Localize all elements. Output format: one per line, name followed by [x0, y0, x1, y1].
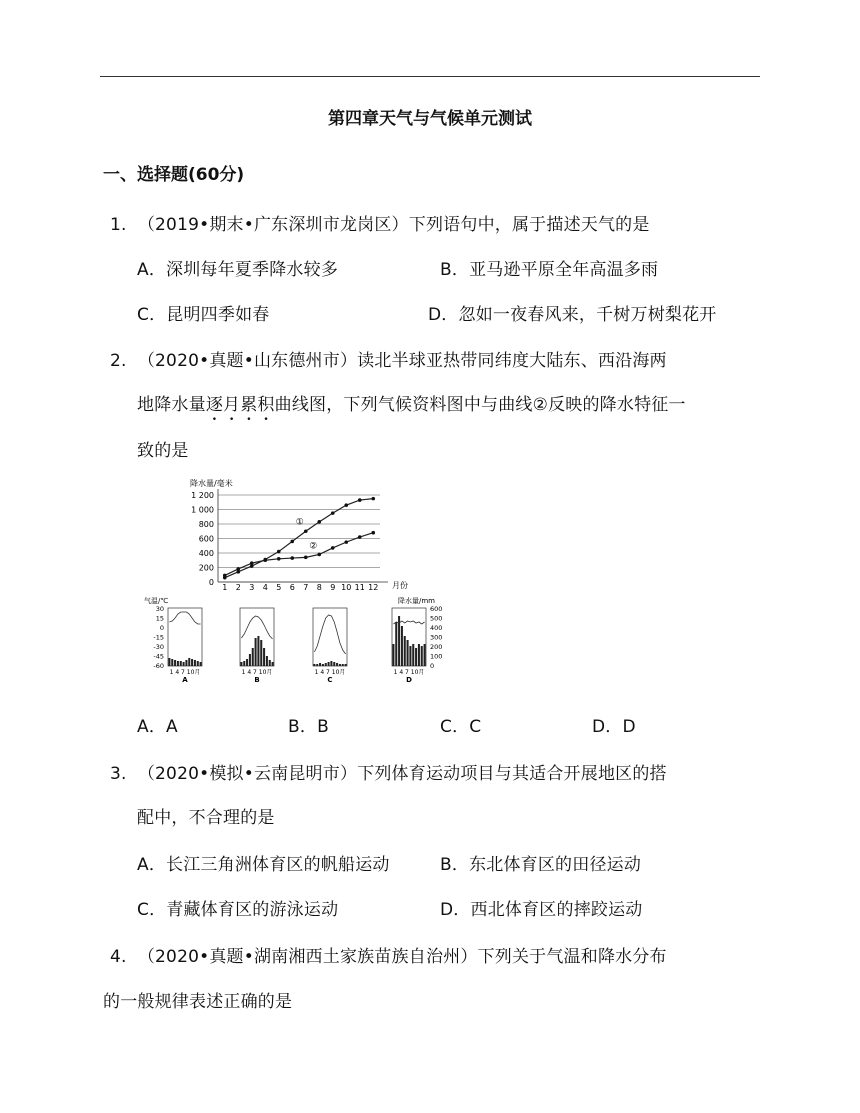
x-tick-label: 9: [330, 583, 336, 592]
q2-option-a: A．A: [137, 717, 178, 737]
data-point: [317, 520, 321, 524]
q1-source: （2019•期末•广东深圳市龙岗区）: [137, 215, 409, 235]
x-tick-label: 12: [368, 583, 379, 592]
panel-label: D: [406, 676, 412, 684]
precip-bar: [415, 648, 417, 666]
x-tick-label: 5: [276, 583, 282, 592]
page-title: 第四章天气与气候单元测试: [328, 109, 532, 129]
precip-bar: [313, 664, 315, 666]
temp-tick-label: -15: [153, 633, 164, 642]
q2-emphasis: 逐月累积: [205, 395, 275, 415]
q4-stem-1: （2020•真题•湖南湘西土家族苗族自治州）下列关于气温和降水分布: [137, 947, 667, 967]
precip-tick-label: 100: [430, 652, 443, 661]
data-point: [317, 553, 321, 557]
y-tick-label: 200: [198, 563, 214, 573]
precip-bar: [409, 646, 411, 666]
month-ticks: 1 4 7 10月: [393, 669, 425, 676]
cumulative-precip-chart: [190, 478, 408, 592]
data-point: [358, 535, 362, 539]
precip-bar: [319, 663, 321, 666]
top-rule: [100, 76, 760, 77]
data-point: [290, 556, 294, 560]
precip-bar: [188, 658, 190, 666]
precip-bar: [255, 638, 257, 666]
precip-tick-label: 0: [430, 662, 435, 670]
q4-number: 4.: [110, 947, 127, 967]
precip-bar: [200, 662, 202, 666]
q1-option-b: B．亚马逊平原全年高温多雨: [440, 260, 659, 280]
precip-bar: [197, 661, 199, 666]
precip-bar: [336, 663, 338, 666]
precip-bar: [177, 661, 179, 666]
precip-bar: [424, 644, 426, 666]
climate-figure: [140, 476, 450, 691]
q3-option-c: C．青藏体育区的游泳运动: [137, 900, 339, 920]
panel-label: C: [327, 676, 333, 684]
q2-option-d: D．D: [592, 717, 636, 737]
precip-bar: [339, 664, 341, 666]
data-point: [331, 546, 335, 550]
x-tick-label: 6: [289, 583, 295, 592]
q1-option-c: C．昆明四季如春: [137, 305, 270, 325]
data-point: [277, 550, 281, 554]
temp-tick-label: 15: [155, 614, 164, 623]
q3-line2: 配中，不合理的是: [137, 808, 275, 828]
precip-bar: [257, 636, 259, 666]
precip-tick-label: 400: [430, 624, 443, 632]
precip-bar: [174, 660, 176, 666]
temp-curve: [241, 616, 272, 639]
data-point: [263, 558, 267, 562]
q2-line2: [137, 390, 686, 425]
precip-bar: [404, 636, 406, 666]
x-tick-label: 3: [249, 583, 255, 592]
q1-option-d: D．忽如一夜春风来，千树万树梨花开: [428, 305, 717, 325]
q4-line2: 的一般规律表述正确的是: [103, 992, 293, 1012]
series-line-2: [225, 533, 374, 576]
temp-tick-label: 0: [159, 624, 164, 632]
q2-line1: [110, 346, 667, 371]
precip-bar: [418, 644, 420, 666]
precip-bar: [322, 664, 324, 666]
precip-bar: [191, 659, 193, 666]
temp-curve: [314, 615, 345, 654]
precip-tick-label: 300: [430, 633, 443, 642]
precip-bar: [398, 616, 400, 666]
q2-option-b: B．B: [288, 717, 329, 737]
y-tick-label: 400: [198, 549, 214, 558]
data-point: [358, 498, 362, 502]
q3-option-d: D．西北体育区的摔跤运动: [440, 900, 643, 920]
climate-panel-frame: [168, 608, 202, 666]
line-chart-ylabel: 降水量/毫米: [190, 479, 233, 488]
data-point: [290, 540, 294, 544]
precip-bar: [240, 662, 242, 666]
temp-curve: [169, 612, 200, 624]
precip-axis-label: 降水量/mm: [398, 597, 435, 605]
precip-bar: [412, 644, 414, 666]
q2-figure: [140, 476, 450, 691]
section-heading: 一、选择题(60分): [103, 165, 245, 185]
data-point: [304, 556, 308, 560]
precip-bar: [168, 658, 170, 666]
climate-panel-frame: [313, 608, 347, 666]
series-label: ①: [295, 517, 304, 528]
y-tick-label: 600: [198, 534, 214, 544]
precip-bar: [345, 664, 347, 666]
precip-bar: [249, 654, 251, 666]
q2-stem-2a: 地降水量: [137, 395, 206, 415]
precip-bar: [269, 660, 271, 666]
data-point: [277, 557, 281, 561]
data-point: [223, 574, 227, 578]
series-label: ②: [309, 541, 318, 552]
precip-bar: [395, 622, 397, 666]
precip-tick-label: 200: [430, 643, 443, 651]
data-point: [371, 531, 375, 535]
q3-line1: [110, 759, 667, 784]
precip-bar: [330, 661, 332, 666]
precip-bar: [243, 661, 245, 666]
precip-bar: [421, 646, 423, 666]
x-tick-label: 4: [262, 583, 268, 592]
x-tick-label: 1: [222, 583, 228, 592]
y-tick-label: 1 200: [191, 491, 214, 500]
q2-stem-2c: 曲线图，下列气候资料图中与曲线②反映的降水特征一: [274, 395, 686, 415]
q1-line: [110, 210, 650, 235]
precip-bar: [183, 662, 185, 666]
q2-option-c: C．C: [440, 717, 482, 737]
q3-option-a: A．长江三角洲体育区的帆船运动: [137, 855, 390, 875]
precip-bar: [325, 663, 327, 666]
panel-label: B: [254, 676, 260, 684]
precip-bar: [180, 661, 182, 666]
precip-bar: [171, 659, 173, 666]
panel-label: A: [182, 676, 188, 684]
month-ticks: 1 4 7 10月: [314, 669, 346, 676]
q1-stem: 下列语句中，属于描述天气的是: [408, 215, 650, 235]
q1-number: 1.: [110, 215, 127, 235]
data-point: [371, 497, 375, 501]
temp-axis-label: 气温/℃: [144, 597, 169, 605]
precip-bar: [316, 664, 318, 666]
data-point: [250, 561, 254, 565]
precip-bar: [401, 626, 403, 666]
y-tick-label: 800: [198, 520, 214, 529]
data-point: [344, 540, 348, 544]
q3-stem-1: （2020•模拟•云南昆明市）下列体育运动项目与其适合开展地区的搭: [137, 764, 667, 784]
y-tick-label: 0: [208, 578, 214, 587]
q2-number: 2.: [110, 351, 127, 371]
q2-stem-1: （2020•真题•山东德州市）读北半球亚热带同纬度大陆东、西沿海两: [137, 351, 667, 371]
q1-option-a: A．深圳每年夏季降水较多: [137, 260, 339, 280]
x-tick-label: 8: [316, 583, 322, 592]
precip-bar: [333, 662, 335, 666]
precip-bar: [260, 640, 262, 666]
x-tick-label: 11: [354, 583, 365, 592]
x-tick-label: 2: [235, 583, 241, 592]
month-ticks: 1 4 7 10月: [169, 669, 201, 676]
temp-tick-label: -45: [153, 652, 164, 661]
precip-bar: [263, 648, 265, 666]
data-point: [304, 529, 308, 533]
precip-bar: [407, 640, 409, 666]
x-tick-label: 10: [341, 583, 352, 592]
q3-number: 3.: [110, 764, 127, 784]
precip-bar: [266, 656, 268, 666]
temp-tick-label: 30: [155, 605, 164, 613]
line-chart-xlabel: 月份: [392, 581, 408, 590]
precip-bar: [328, 662, 330, 666]
precip-bar: [194, 660, 196, 666]
precip-bar: [246, 659, 248, 666]
temp-tick-label: -30: [153, 643, 164, 651]
climate-charts-row: [144, 596, 442, 684]
precip-bar: [342, 664, 344, 666]
y-tick-label: 1 000: [191, 505, 214, 515]
temp-tick-label: -60: [153, 662, 164, 670]
precip-bar: [185, 660, 187, 666]
precip-tick-label: 600: [430, 605, 443, 613]
data-point: [331, 511, 335, 515]
q4-line1: [110, 942, 667, 967]
x-tick-label: 7: [303, 583, 309, 592]
precip-bar: [392, 644, 394, 666]
precip-tick-label: 500: [430, 614, 443, 623]
q2-line3: 致的是: [137, 441, 189, 461]
precip-bar: [272, 662, 274, 666]
q3-option-b: B．东北体育区的田径运动: [440, 855, 642, 875]
month-ticks: 1 4 7 10月: [241, 669, 273, 676]
data-point: [344, 503, 348, 507]
precip-bar: [252, 648, 254, 666]
data-point: [236, 567, 240, 571]
